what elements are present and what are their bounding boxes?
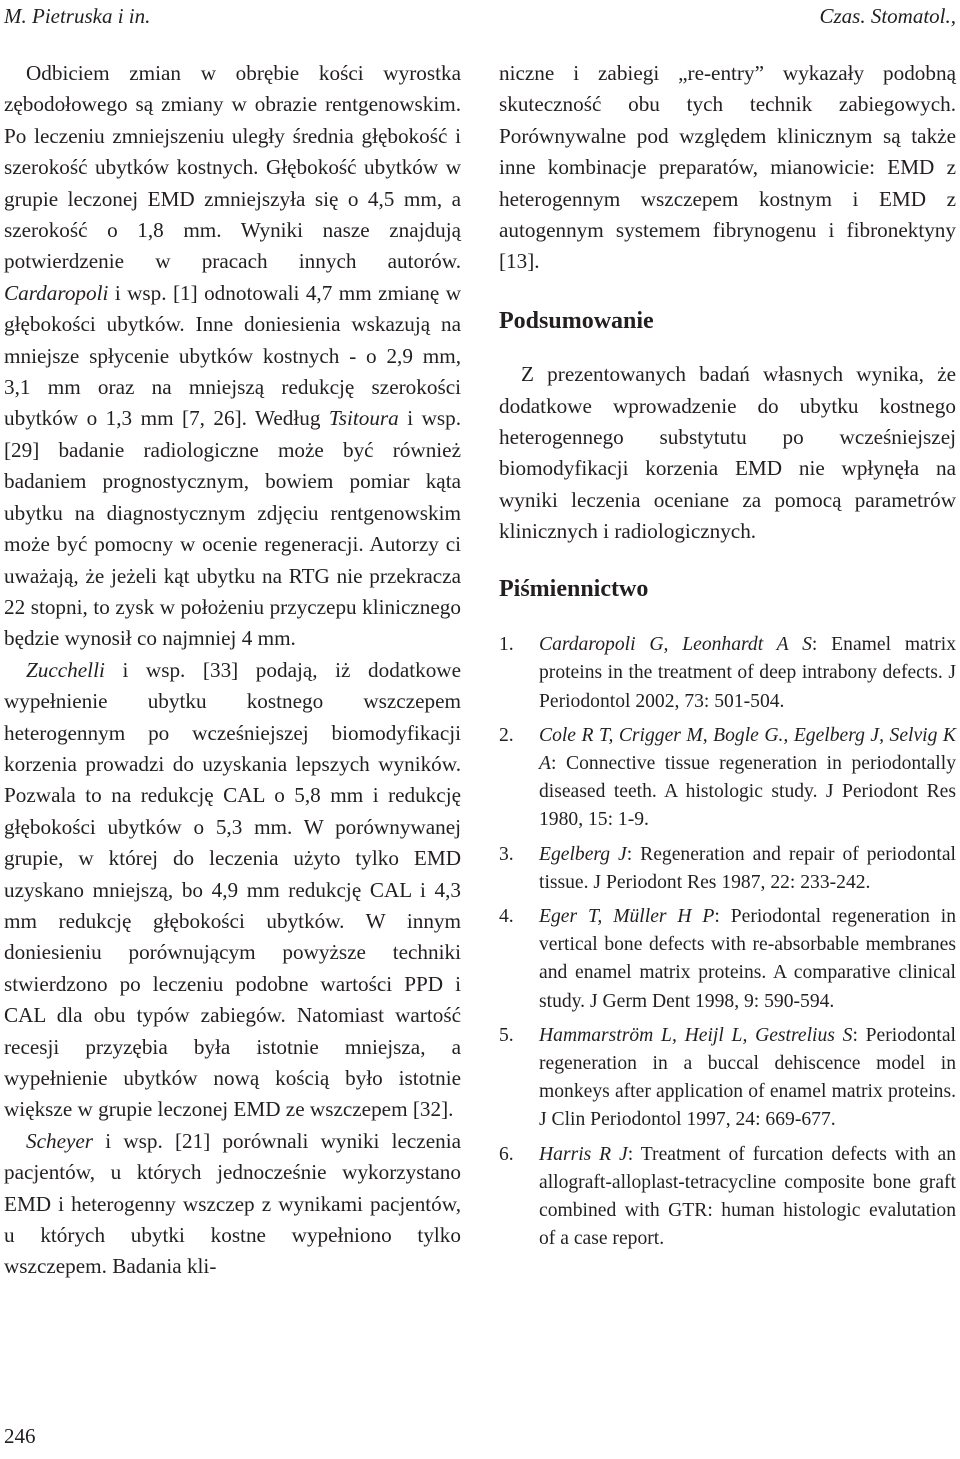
reference-authors: Eger T, Müller H P bbox=[539, 905, 715, 927]
author-zucchelli: Zucchelli bbox=[26, 657, 105, 682]
reference-list bbox=[499, 631, 956, 1253]
reference-number: 2. bbox=[499, 724, 514, 746]
paragraph-text: i wsp. [29] badanie radiologiczne może być również badaniem prognostycznym, bowiem pomiar kąta ubytku na diagnostycznym zdjęciu rentgenowskim może być pomocny w ocenie regeneracji. Autorzy ci uważają, że jeżeli kąt ubytku na RTG nie przekracza 22 stopni, to zysk w położeniu przyczepu klinicznego będzie wynosił co najmniej 4 mm. bbox=[4, 406, 462, 651]
running-header-journal: Czas. Stomatol., bbox=[819, 4, 956, 28]
reference-item bbox=[499, 841, 956, 897]
reference-number: 4. bbox=[499, 905, 514, 927]
reference-authors: Cole R T, Crigger M, Bogle G., Egelberg J, Selvig K A bbox=[539, 724, 956, 774]
running-header-authors: M. Pietruska i in. bbox=[4, 4, 151, 28]
paragraph-text: Odbiciem zmian w obrębie kości wyrostka zębodołowego są zmiany w obrazie rentgenowskim. Po leczeniu zmniejszeniu uległy średnia głębokość i szerokość ubytków kostnych. Głębokość ubytków w grupie leczonej EMD zmniejszyła się o 4,5 mm, a szerokość o 1,8 mm. Wyniki nasze znajdują potwierdzenie w pracach innych autorów. bbox=[4, 61, 461, 274]
reference-text: : Periodontal regeneration in vertical bone defects with re-absorbable membranes and enamel matrix proteins. A comparative clinical study. J Germ Dent 1998, 9: 590-594. bbox=[539, 905, 956, 1012]
reference-text: : Regeneration and repair of periodontal tissue. J Periodont Res 1987, 22: 233-242. bbox=[539, 843, 956, 893]
reference-item bbox=[499, 1141, 956, 1254]
reference-text: : Periodontal regeneration in a buccal dehiscence model in monkeys after application of enamel matrix proteins. J Clin Periodontol 1997, 24: 669-677. bbox=[539, 1024, 956, 1131]
paragraph-text: i wsp. [1] odnotowali 4,7 mm zmianę w głębokości ubytków. Inne doniesienia wskazują na mniejsze spłycenie ubytków kostnych - o 2,9 mm, 3,1 mm oraz na mniejszą redukcję szerokości ubytków o 1,3 mm [7, 26]. Według bbox=[4, 280, 462, 431]
reference-text: : Treatment of furcation defects with an allograft-alloplast-tetracycline composite bone graft combined with GTR: human histologic evalutation of a case report. bbox=[539, 1143, 956, 1250]
paragraph-continuation: niczne i zabiegi „re-entry” wykazały podobną skuteczność obu tych technik zabiegowych. Porównywalne pod względem klinicznym są także inne kombinacje preparatów, mianowicie: EMD z heterogennym wszczepem kostnym i EMD z autogennym systemem fibrynogenu i fibronektyny [13]. bbox=[499, 61, 956, 274]
paragraph-text: i wsp. [33] podają, iż dodatkowe wypełnienie ubytku kostnego wszczepem heterogennym po wcześniejszej biomodyfikacji korzenia prowadzi do uzyskania lepszych wyników. Pozwala to na redukcję CAL o 5,8 mm i redukcję głębokości ubytków o 5,3 mm. W porównywanej grupie, w której do leczenia użyto tylko EMD uzyskano mniejszą, bo 4,9 mm redukcję CAL i 4,3 mm redukcję głębokości ubytków. W innym doniesieniu porównującym powyższe techniki stwierdzono po leczeniu podobne wartości PPD i CAL dla obu typów zabiegów. Natomiast wartość recesji przyzębia była istotnie mniejsza, a wypełnienie ubytków nową kością było istotnie większe w grupie leczonej EMD ze wszczepem [32]. bbox=[4, 657, 462, 1122]
reference-item bbox=[499, 722, 956, 835]
left-column bbox=[4, 58, 461, 1283]
reference-text: : Enamel matrix proteins in the treatment of deep intrabony defects. J Periodontol 2002, 73: 501-504. bbox=[539, 634, 957, 712]
reference-text: : Connective tissue regeneration in periodontally diseased teeth. A histologic study. J Periodont Res 1980, 15: 1-9. bbox=[539, 752, 956, 831]
author-cardaropoli: Cardaropoli bbox=[4, 280, 109, 305]
right-column bbox=[499, 58, 956, 1259]
reference-authors: Egelberg J bbox=[539, 843, 627, 865]
section-heading-summary: Podsumowanie bbox=[499, 307, 654, 334]
paragraph-text: i wsp. [21] porównali wyniki leczenia pacjentów, u których jednocześnie wykorzystano EMD i heterogenny wszczep z wynikami pacjentów, u których ubytki kostne wypełniono tylko wszczepem. Badania kli- bbox=[4, 1128, 462, 1279]
reference-item bbox=[499, 1022, 956, 1135]
page-number: 246 bbox=[4, 1424, 36, 1448]
reference-number: 3. bbox=[499, 843, 514, 865]
paragraph-zucchelli bbox=[4, 655, 461, 1126]
reference-authors: Harris R J bbox=[539, 1143, 628, 1165]
author-tsitoura: Tsitoura bbox=[328, 406, 399, 431]
reference-number: 1. bbox=[499, 634, 514, 656]
section-heading-references: Piśmiennictwo bbox=[499, 575, 649, 602]
reference-authors: Cardaropoli G, Leonhardt A S bbox=[539, 634, 812, 656]
reference-authors: Hammarström L, Heijl L, Gestrelius S bbox=[539, 1024, 853, 1046]
reference-number: 5. bbox=[499, 1024, 514, 1046]
reference-number: 6. bbox=[499, 1143, 514, 1165]
author-scheyer: Scheyer bbox=[26, 1128, 94, 1153]
paragraph-radiological-results bbox=[4, 58, 461, 655]
paragraph-summary: Z prezentowanych badań własnych wynika, że dodatkowe wprowadzenie do ubytku kostnego heterogennego substytutu po wcześniejszej biomodyfikacji korzenia EMD nie wpłynęła na wyniki leczenia oceniane za pomocą parametrów klinicznych i radiologicznych. bbox=[499, 362, 956, 544]
reference-item bbox=[499, 631, 956, 716]
reference-item bbox=[499, 903, 956, 1016]
paragraph-scheyer bbox=[4, 1126, 461, 1283]
